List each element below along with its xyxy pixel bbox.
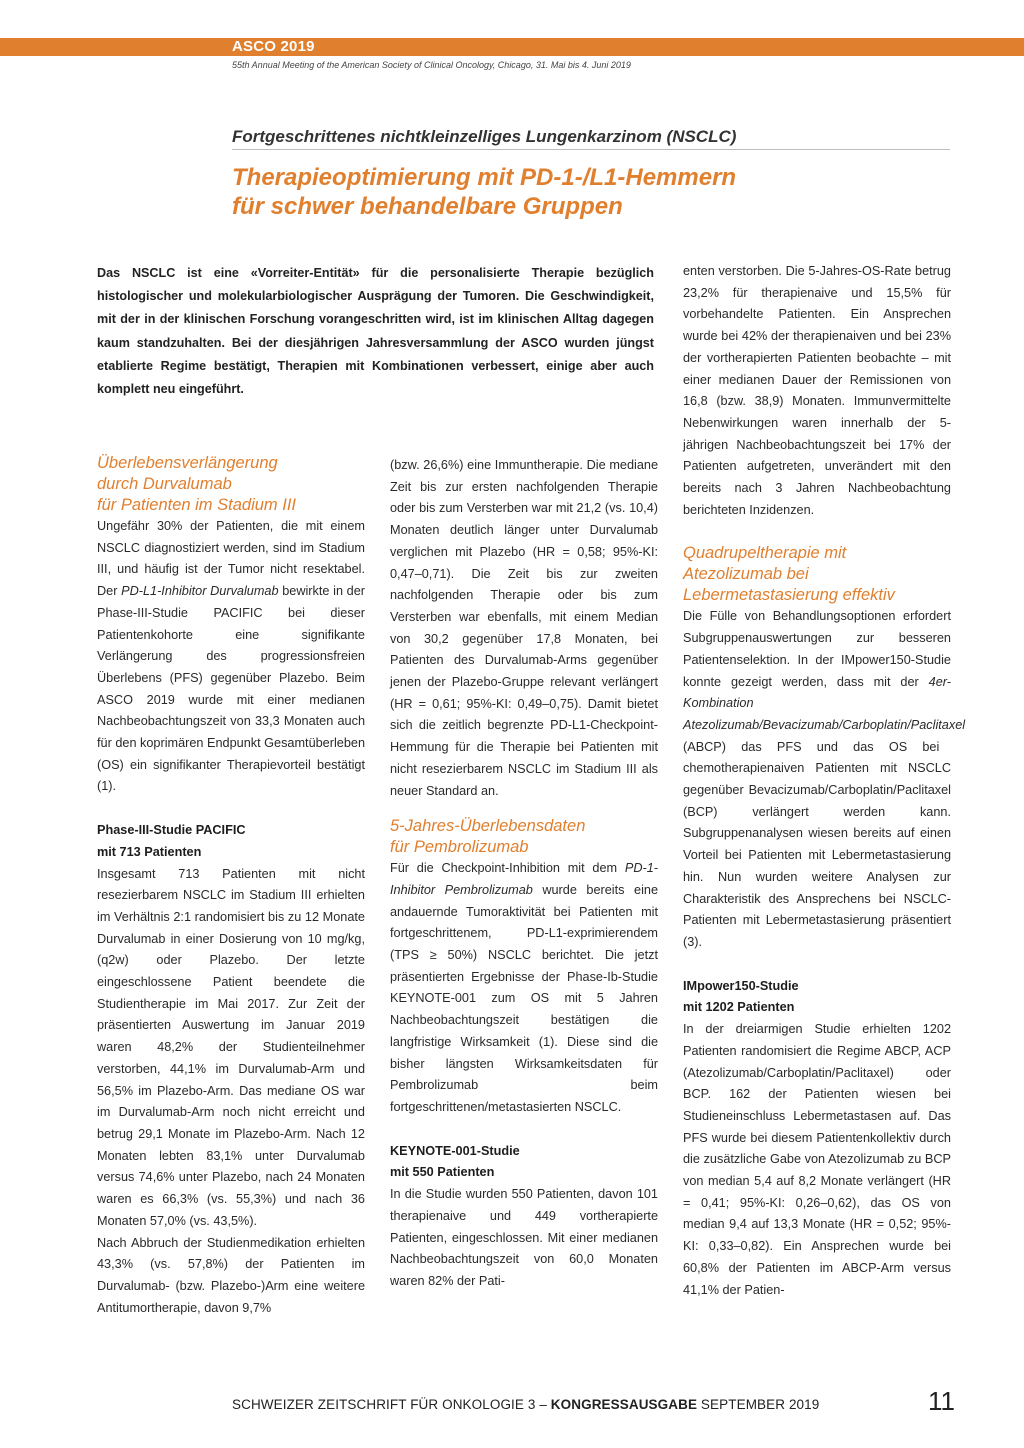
section-heading: Überlebensverlängerung durch Durvalumab für Patienten im Stadium III (97, 454, 297, 514)
subsection-heading: IMpower150-Studie mit 1202 Patienten (683, 978, 799, 1015)
paragraph: Die Fülle von Behandlungsoptionen erfordert Subgruppenauswertungen zur besseren Patientenselektion. In der IMpower150-Studie konnte gezeigt werden, dass mit der 4er-Kombination Atezolizumab/Bevacizumab/Carboplatin/Paclitaxel (ABCP) das PFS und das OS bei chemotherapienaiven Patienten mit NSCLC gegenüber Bevacizumab/Carboplatin/Paclitaxel (BCP) verlängert werden kann. Subgruppenanalysen wiesen bereits auf einen Vorteil bei Patienten mit Lebermetastasierung hin. Nun wurden weitere Analysen zur Charakteristik des Ansprechens bei NSCLC-Patienten mit Lebermetastasierung präsentiert (3). (683, 609, 966, 949)
header-subtitle: 55th Annual Meeting of the American Society of Clinical Oncology, Chicago, 31. Mai bis 4. Juni 2019 (232, 60, 631, 70)
paragraph: Nach Abbruch der Studienmedikation erhielten 43,3% (vs. 57,8%) der Patienten im Durvalumab- (bzw. Plazebo-)Arm eine weitere Antitumortherapie, davon 9,7% (97, 1235, 365, 1315)
paragraph: Ungefähr 30% der Patienten, die mit einem NSCLC diagnostiziert werden, sind im Stadium III, und häufig ist der Tumor nicht resektabel. Der PD-L1-Inhibitor Durvalumab bewirkte in der Phase-III-Studie PACIFIC bei dieser Patientenkohorte eine signifikante Verlängerung des progressionsfreien Überlebens (PFS) gegenüber Plazebo. Beim ASCO 2019 wurde mit einer medianen Nachbeobachtungszeit von 33,3 Monaten auch für den koprimären Endpunkt Gesamtüberleben (OS) ein signifikanter Therapievorteil bestätigt (1). (97, 519, 366, 794)
column-1 (97, 453, 365, 1319)
header-bar (0, 38, 1024, 56)
column-2 (390, 455, 658, 1293)
paragraph: Für die Checkpoint-Inhibition mit dem PD-1-Inhibitor Pembrolizumab wurde bereits eine andauernde Tumoraktivität bei Patienten mit fortgeschrittenem, PD-L1-exprimierendem (TPS ≥ 50%) NSCLC berichtet. Die jetzt präsentierten Ergebnisse der Phase-Ib-Studie KEYNOTE-001 zum OS mit 5 Jahren Nachbeobachtungszeit bestätigen die langfristige Wirksamkeit (1). Diese sind die bisher längsten Wirksamkeitsdaten für Pembrolizumab beim fortgeschrittenen/metastasierten NSCLC. (390, 861, 659, 1114)
header-title: ASCO 2019 (232, 38, 315, 55)
article-lead: Das NSCLC ist eine «Vorreiter-Entität» für die personalisierte Therapie bezüglich histologischer und molekularbiologischer Ausprägung der Tumoren. Die Geschwindigkeit, mit der in der klinischen Forschung vorangeschritten wird, ist im klinischen Alltag dagegen kaum standzuhalten. Bei der diesjährigen Jahresversammlung der ASCO wurden jüngst etablierte Regime bestätigt, Therapien mit Kombinationen verbessert, einige aber auch komplett neu eingeführt. (97, 266, 654, 397)
subsection-heading: Phase-III-Studie PACIFIC mit 713 Patienten (97, 823, 246, 859)
paragraph: enten verstorben. Die 5-Jahres-OS-Rate betrug 23,2% für therapienaive und 15,5% für vorbehandelte Patienten. Ein Ansprechen wurde bei 42% der therapienaiven und bei 23% der vortherapierten Patienten beobachte – mit einer medianen Dauer der Remissionen von 16,8 (bzw. 38,9) Monaten. Immunvermittelte Nebenwirkungen waren innerhalb der 5-jährigen Nachbeobachtungszeit bei 17% der Patienten aufgetreten, unverändert mit den bereits nach 3 Jahren Nachbeobachtung berichteten Inzidenzen. (683, 264, 951, 517)
section-heading: Quadrupeltherapie mit Atezolizumab bei Lebermetastasierung effektiv (683, 544, 895, 605)
column-3 (683, 261, 966, 1301)
article-title-line: Therapieoptimierung mit PD-1-/L1-Hemmern (232, 164, 737, 191)
paragraph: (bzw. 26,6%) eine Immuntherapie. Die mediane Zeit bis zur ersten nachfolgenden Therapie oder bis zum Versterben war mit 21,2 (vs. 10,4) Monaten deutlich länger unter Durvalumab verglichen mit Plazebo (HR = 0,58; 95%-KI: 0,47–0,71). Die Zeit bis zur zweiten nachfolgenden Therapie oder bis zum Versterben war ebenfalls, mit einem Median von 30,2 gegenüber 17,8 Monaten, bei Patienten des Durvalumab-Arms gegenüber jenen der Plazebo-Gruppe relevant verlängert (HR = 0,61; 95%-KI: 0,49–0,75). Damit bietet sich die zeitlich begrenzte PD-L1-Checkpoint-Hemmung für die Therapie bei Patienten mit nicht resezierbarem NSCLC im Stadium III als neuer Standard an. (390, 458, 658, 798)
paragraph: Insgesamt 713 Patienten mit nicht resezierbarem NSCLC im Stadium III erhielten im Verhältnis 2:1 randomisiert bis zu 12 Monate Durvalumab in einer Dosierung von 10 mg/kg, (q2w) oder Plazebo. Der letzte eingeschlossene Patient beendete die Studientherapie im Mai 2017. Zur Zeit der präsentierten Auswertung im Januar 2019 waren 48,2% der Studienteilnehmer verstorben, 44,1% im Durvalumab-Arm und 56,5% im Plazebo-Arm. Das mediane OS war im Durvalumab-Arm noch nicht erreicht und betrug 29,1 Monate im Plazebo-Arm. Nach 12 Monaten lebten 83,1% unter Durvalumab versus 74,6% unter Plazebo, nach 24 Monaten waren es 66,3% (vs. 55,3%) und nach 36 Monaten 57,0% (vs. 43,5%). (97, 866, 365, 1228)
article-title-line: für schwer behandelbare Gruppen (232, 193, 623, 220)
article-title (232, 163, 952, 221)
paragraph: In der dreiarmigen Studie erhielten 1202 Patienten randomisiert die Regime ABCP, ACP (Atezolizumab/Carboplatin/Paclitaxel) oder BCP. 162 der Patienten wiesen bei Studieneinschluss Lebermetastasen auf. Das PFS wurde bei diesem Patientenkollektiv durch die zusätzliche Gabe von Atezolizumab zu BCP von median 5,4 auf 8,2 Monate verlängert (HR = 0,41; 95%-KI: 0,26–0,62), das OS von median 9,4 auf 13,3 Monate (HR = 0,52; 95%-KI: 0,33–0,82). Ein Ansprechen wurde bei 60,8% der Patienten im ABCP-Arm versus 41,1% der Patien- (683, 1022, 951, 1297)
page-number: 11 (928, 1386, 955, 1416)
article-topic: Fortgeschrittenes nichtkleinzelliges Lungenkarzinom (NSCLC) (232, 127, 950, 150)
paragraph: In die Studie wurden 550 Patienten, davon 101 therapienaive und 449 vortherapierte Patienten, eingeschlossen. Mit einer medianen Nachbeobachtungszeit von 60,0 Monaten waren 82% der Pati- (390, 1187, 658, 1288)
section-heading: 5-Jahres-Überlebensdaten für Pembrolizumab (390, 817, 586, 857)
footer-journal: SCHWEIZER ZEITSCHRIFT FÜR ONKOLOGIE 3 – KONGRESSAUSGABE SEPTEMBER 2019 (232, 1397, 820, 1412)
subsection-heading: KEYNOTE-001-Studie mit 550 Patienten (390, 1143, 520, 1180)
